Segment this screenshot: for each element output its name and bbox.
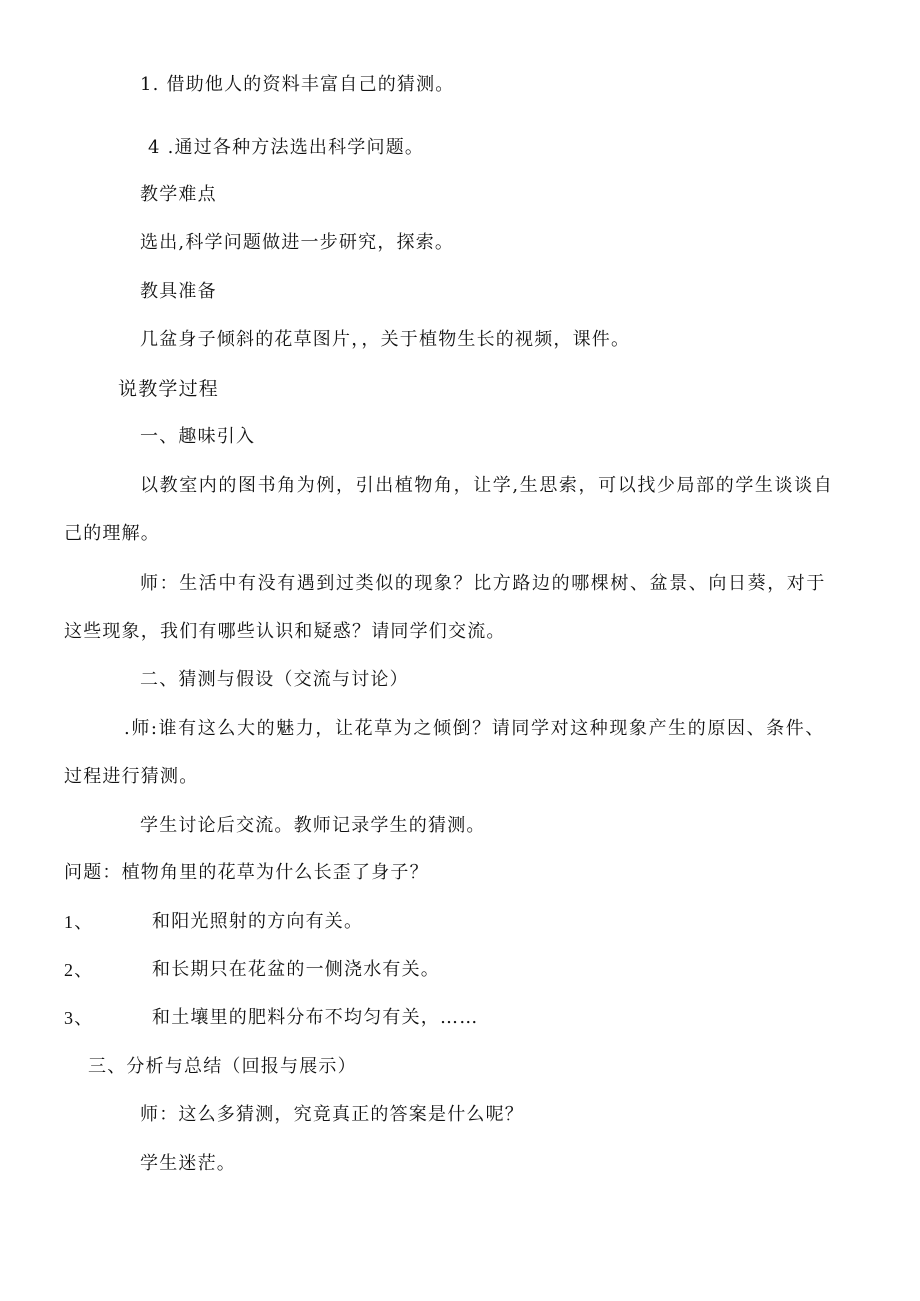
section-2-paragraph-2: 学生讨论后交流。教师记录学生的猜测。 bbox=[140, 815, 486, 836]
guess-2-text: 和长期只在花盆的一侧浇水有关。 bbox=[152, 959, 440, 980]
section-2-paragraph-1-line-2: 过程进行猜测。 bbox=[64, 766, 199, 787]
section-1-paragraph-1-line-2: 己的理解。 bbox=[64, 523, 160, 544]
guess-3-number: 3、 bbox=[64, 1008, 94, 1028]
section-3-title: 三、分析与总结（回报与展示） bbox=[88, 1056, 357, 1077]
section-1-title: 一、趣味引入 bbox=[140, 426, 256, 447]
tools-text: 几盆身子倾斜的花草图片，，关于植物生长的视频，课件。 bbox=[140, 329, 631, 350]
section-2-title: 二、猜测与假设（交流与讨论） bbox=[140, 669, 409, 690]
section-1-paragraph-2-line-1: 师：生活中有没有遇到过类似的现象？比方路边的哪棵树、盆景、向日葵，对于 bbox=[140, 573, 826, 594]
guess-3-text: 和土壤里的肥料分布不均匀有关，…… bbox=[152, 1007, 479, 1028]
heading-teaching-tools: 教具准备 bbox=[140, 281, 217, 302]
section-3-paragraph-2: 学生迷茫。 bbox=[140, 1153, 236, 1174]
heading-teaching-process: 说教学过程 bbox=[118, 378, 220, 400]
heading-teaching-difficulty: 教学难点 bbox=[140, 184, 217, 205]
section-2-paragraph-1-line-1: .师:谁有这么大的魅力，让花草为之倾倒？请同学对这种现象产生的原因、条件、 bbox=[124, 718, 825, 739]
difficulty-text: 选出,科学问题做进一步研究，探索。 bbox=[140, 232, 455, 253]
guess-1-text: 和阳光照射的方向有关。 bbox=[152, 911, 364, 932]
guess-2-number: 2、 bbox=[64, 960, 94, 980]
section-1-paragraph-1-line-1: 以教室内的图书角为例，引出植物角，让学,生思索，可以找少局部的学生谈谈自 bbox=[140, 475, 834, 496]
section-1-paragraph-2-line-2: 这些现象，我们有哪些认识和疑惑？请同学们交流。 bbox=[64, 621, 506, 642]
guess-1-number: 1、 bbox=[64, 912, 94, 932]
objective-1: 1. 借助他人的资料丰富自己的猜测。 bbox=[140, 74, 455, 95]
question-text: 问题：植物角里的花草为什么长歪了身子？ bbox=[64, 862, 429, 883]
section-3-paragraph-1: 师：这么多猜测，究竟真正的答案是什么呢？ bbox=[140, 1104, 524, 1125]
objective-4: 4 .通过各种方法选出科学问题。 bbox=[148, 137, 425, 158]
